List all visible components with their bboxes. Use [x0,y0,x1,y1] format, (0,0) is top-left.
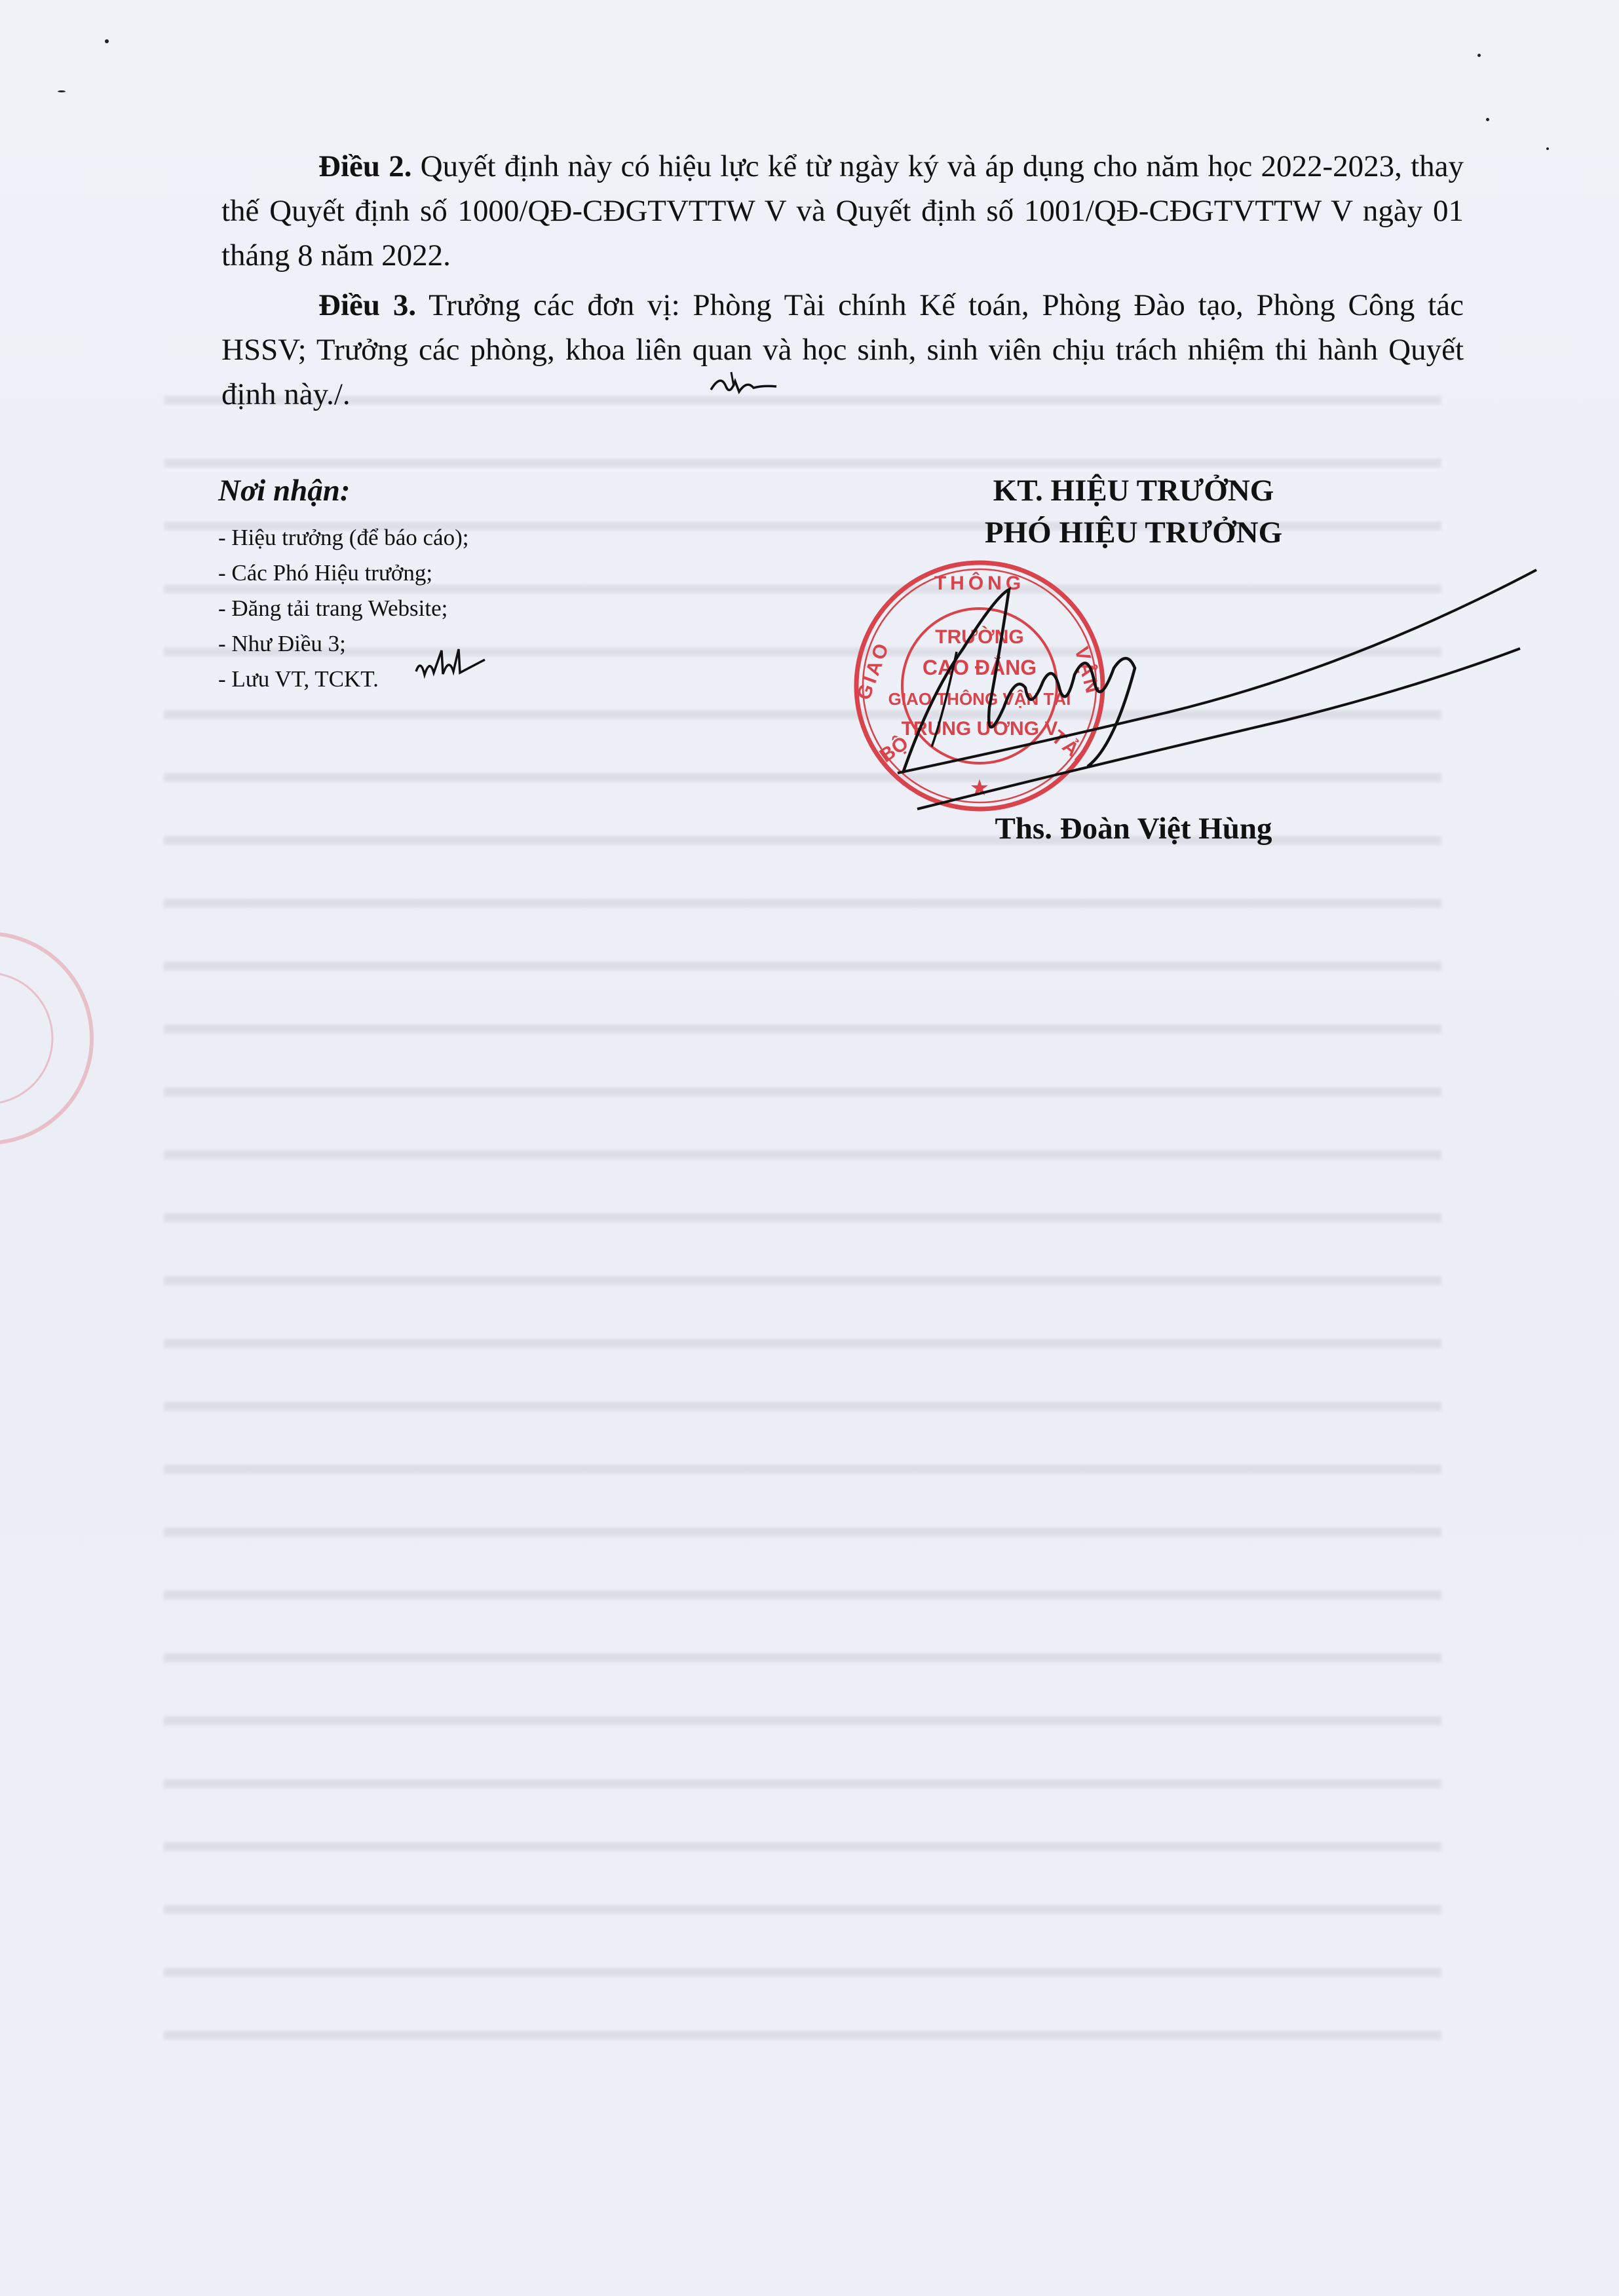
article-2 [221,144,1464,278]
seal-inner-line3: GIAO THÔNG VẬN TẢI [888,689,1071,709]
article-3 [221,283,1464,417]
initial-mark-icon [708,367,780,400]
signature-title-line1: KT. HIỆU TRƯỞNG [993,474,1274,508]
scan-speck [1477,54,1481,57]
recipient-item: - Lưu VT, TCKT. [218,666,379,692]
seal-inner-line4: TRUNG ƯƠNG V [901,718,1058,740]
article-3-heading: Điều 3. [318,288,417,322]
seal-outer-left-lower: BỘ [875,732,913,767]
seal-outer-left: GIAO [852,638,894,703]
scan-speck [105,39,109,43]
scan-speck [58,90,66,92]
seal-outer-right-lower: TẢI [1047,726,1090,767]
handwritten-signature-icon [891,550,1546,852]
scan-speck [1546,147,1549,150]
recipient-item: - Như Điều 3; [218,631,346,656]
signer-name: Ths. Đoàn Việt Hùng [995,812,1272,846]
recipient-item: - Các Phó Hiệu trưởng; [218,560,433,586]
initial-mark-icon [413,645,488,685]
recipient-item: - Đăng tải trang Website; [218,595,448,621]
recipient-item: - Hiệu trưởng (để báo cáo); [218,525,469,550]
scan-speck [1486,118,1489,121]
seal-star-icon: ★ [969,776,990,800]
recipients-title: Nơi nhận: [218,474,351,508]
article-3-text: Trưởng các đơn vị: Phòng Tài chính Kế toán, Phòng Đào tạo, Phòng Công tác HSSV; Trưởng các phòng, khoa liên quan và học sinh, sinh viên chịu trách nhiệm thi hành Quyết định này./. [221,288,1464,411]
seal-outer-top: THÔNG [934,573,1025,594]
seal-inner-line2: CAO ĐẲNG [922,656,1037,679]
seal-outer-right: VẬN [1070,644,1104,698]
article-2-heading: Điều 2. [318,149,412,183]
article-2-text: Quyết định này có hiệu lực kể từ ngày ký và áp dụng cho năm học 2022-2023, thay thế Quyết định số 1000/QĐ-CĐGTVTTW V và Quyết định số 1001/QĐ-CĐGTVTTW V ngày 01 tháng 8 năm 2022. [221,149,1464,273]
partial-seal-bleed-icon [0,924,111,1153]
signature-title-line2: PHÓ HIỆU TRƯỞNG [984,516,1283,550]
seal-inner-line1: TRƯỜNG [935,626,1024,648]
